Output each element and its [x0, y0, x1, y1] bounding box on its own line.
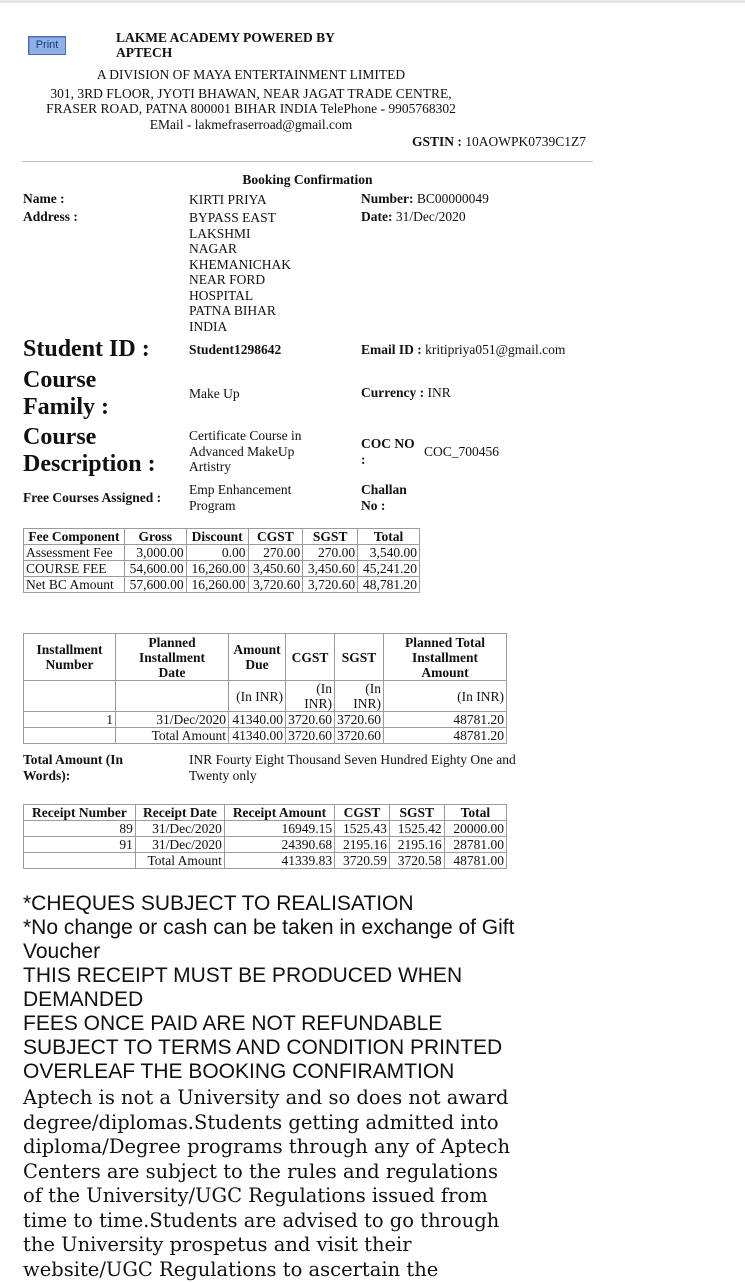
header-line: Date	[118, 665, 226, 680]
installment-header-number	[24, 634, 116, 681]
fee-cell: 45,241.20	[358, 561, 420, 577]
disclaimer-line: of the University/UGC Regulations issued from	[23, 1184, 543, 1209]
email-id-label: Email ID :	[361, 342, 422, 357]
receipt-table	[23, 804, 507, 869]
receipt-cell: 28781.00	[444, 837, 506, 853]
header-line: Planned Total	[386, 635, 504, 650]
disclaimer	[23, 1086, 543, 1282]
words-value-line: Twenty only	[189, 768, 516, 784]
fee-cell: 0.00	[186, 545, 248, 561]
receipt-cell: 31/Dec/2020	[135, 837, 224, 853]
free-courses-label: Free Courses Assigned :	[23, 490, 161, 506]
installment-table-header	[24, 634, 507, 681]
company-name	[116, 30, 356, 60]
gstin-value: 10AOWPK0739C1Z7	[465, 134, 586, 149]
booking-date-value: 31/Dec/2020	[396, 209, 466, 224]
fee-cell: 270.00	[303, 545, 358, 561]
student-id-label: Student ID :	[23, 336, 150, 363]
currency-label: Currency :	[361, 385, 424, 400]
table-row	[24, 577, 420, 593]
print-button[interactable]: Print	[28, 36, 66, 55]
fee-cell: 270.00	[248, 545, 303, 561]
fee-table	[23, 528, 420, 593]
receipt-cell: 91	[24, 837, 136, 853]
unit-cell	[286, 681, 335, 712]
table-row	[24, 681, 507, 712]
division-line: A DIVISION OF MAYA ENTERTAINMENT LIMITED	[20, 67, 482, 82]
email-id-value: kritipriya051@gmail.com	[425, 342, 565, 357]
unit-line: INR)	[337, 696, 381, 711]
words-label-line: Total Amount (In	[23, 752, 123, 768]
challan-no-label-line: Challan	[361, 482, 407, 498]
note-line: DEMANDED	[23, 988, 593, 1012]
receipt-table-header	[24, 805, 507, 821]
fee-cell: 3,720.60	[248, 577, 303, 593]
coc-no-label-line: :	[361, 452, 415, 468]
installment-cell: 3720.60	[286, 712, 335, 728]
note-line: *No change or cash can be taken in exchange of Gift	[23, 916, 593, 940]
receipt-header-cell: CGST	[335, 805, 390, 821]
note-line: THIS RECEIPT MUST BE PRODUCED WHEN	[23, 964, 593, 988]
fee-header-cell: Discount	[186, 529, 248, 545]
receipt-cell: 16949.15	[224, 821, 334, 837]
fee-cell: 16,260.00	[186, 561, 248, 577]
fee-cell: 3,000.00	[124, 545, 186, 561]
fee-header-cell: SGST	[303, 529, 358, 545]
table-row	[24, 837, 507, 853]
email-id	[361, 342, 565, 358]
free-courses-value	[189, 482, 291, 513]
currency	[361, 385, 451, 401]
disclaimer-line: time to time.Students are advised to go through	[23, 1209, 543, 1234]
header-line: Number	[26, 657, 113, 672]
receipt-total-label: Total Amount	[135, 853, 224, 869]
header-line: Installment	[386, 650, 504, 665]
receipt-header-cell: Total	[444, 805, 506, 821]
disclaimer-line: Centers are subject to the rules and regulations	[23, 1160, 543, 1185]
header-line: Installment	[118, 650, 226, 665]
fee-cell: COURSE FEE	[24, 561, 125, 577]
installment-total-label: Total Amount	[116, 728, 229, 744]
table-row	[24, 561, 420, 577]
course-description-line: Advanced MakeUp	[189, 444, 301, 460]
disclaimer-line: website/UGC Regulations to ascertain the	[23, 1258, 543, 1282]
unit-cell	[24, 681, 116, 712]
booking-title: Booking Confirmation	[22, 172, 593, 188]
course-family-label	[23, 367, 109, 421]
table-row	[24, 728, 507, 744]
receipt-cell: 1525.43	[335, 821, 390, 837]
note-line: SUBJECT TO TERMS AND CONDITION PRINTED	[23, 1036, 593, 1060]
fee-cell: 3,540.00	[358, 545, 420, 561]
installment-cell: 1	[24, 712, 116, 728]
words-value-line: INR Fourty Eight Thousand Seven Hundred Eighty One and	[189, 752, 516, 768]
note-line: Voucher	[23, 940, 593, 964]
course-description-label	[23, 424, 156, 478]
fee-cell: 3,720.60	[303, 577, 358, 593]
unit-cell	[116, 681, 229, 712]
receipt-cell: 3720.59	[335, 853, 390, 869]
course-description-value	[189, 428, 301, 475]
unit-cell	[335, 681, 384, 712]
course-family-value: Make Up	[189, 386, 240, 402]
course-family-label-line: Course	[23, 367, 109, 394]
table-row	[24, 821, 507, 837]
address-value-line: HOSPITAL	[189, 288, 291, 304]
fee-cell: Net BC Amount	[24, 577, 125, 593]
receipt-header-cell: Receipt Number	[24, 805, 136, 821]
installment-cell: 3720.60	[335, 712, 384, 728]
receipt-cell: 41339.83	[224, 853, 334, 869]
course-description-label-line: Description :	[23, 451, 156, 478]
receipt-cell: 2195.16	[389, 837, 444, 853]
address-value-line: PATNA BIHAR	[189, 303, 291, 319]
fee-cell: 54,600.00	[124, 561, 186, 577]
address-value-line: KHEMANICHAK	[189, 257, 291, 273]
receipt-cell: 48781.00	[444, 853, 506, 869]
note-line: FEES ONCE PAID ARE NOT REFUNDABLE	[23, 1012, 593, 1036]
fee-cell: 3,450.60	[248, 561, 303, 577]
receipt-cell: 1525.42	[389, 821, 444, 837]
booking-number-label: Number:	[361, 191, 414, 206]
address-value-line: NAGAR	[189, 241, 291, 257]
installment-cell: 41340.00	[229, 712, 286, 728]
fee-header-cell: Total	[358, 529, 420, 545]
course-description-label-line: Course	[23, 424, 156, 451]
challan-no-label-line: No :	[361, 498, 407, 514]
note-line: *CHEQUES SUBJECT TO REALISATION	[23, 892, 593, 916]
receipt-header-cell: Receipt Date	[135, 805, 224, 821]
address-value-line: INDIA	[189, 319, 291, 335]
receipt-cell: 2195.16	[335, 837, 390, 853]
fee-cell: 48,781.20	[358, 577, 420, 593]
header-line: Amount	[386, 665, 504, 680]
words-label	[23, 752, 123, 784]
unit-cell: (In INR)	[229, 681, 286, 712]
address-value-line: LAKSHMI	[189, 226, 291, 242]
company-name-line2: APTECH	[116, 45, 356, 60]
header-line: Installment	[26, 642, 113, 657]
address-value-line: NEAR FORD	[189, 272, 291, 288]
unit-cell: (In INR)	[384, 681, 507, 712]
course-description-line: Artistry	[189, 459, 301, 475]
challan-no-label	[361, 482, 407, 514]
installment-cell: 48781.20	[384, 712, 507, 728]
fee-cell: 57,600.00	[124, 577, 186, 593]
address-value-line: BYPASS EAST	[189, 210, 291, 226]
note-line: OVERLEAF THE BOOKING CONFIRAMTION	[23, 1060, 593, 1084]
fee-header-cell: Fee Component	[24, 529, 125, 545]
address-label: Address :	[23, 209, 78, 225]
header-line: Planned	[118, 635, 226, 650]
installment-header-due	[229, 634, 286, 681]
disclaimer-line: diploma/Degree programs through any of Aptech	[23, 1135, 543, 1160]
email-line: EMail - lakmefraserroad@gmail.com	[20, 117, 482, 132]
table-row	[24, 712, 507, 728]
course-description-line: Certificate Course in	[189, 428, 301, 444]
coc-no-value: COC_700456	[424, 444, 499, 460]
header-line: Amount	[231, 642, 283, 657]
name-label: Name :	[23, 191, 65, 207]
terms-notes	[23, 892, 593, 1084]
installment-header-cgst: CGST	[286, 634, 335, 681]
booking-date-label: Date:	[361, 209, 392, 224]
receipt-cell: 20000.00	[444, 821, 506, 837]
words-label-line: Words):	[23, 768, 123, 784]
fee-table-header	[24, 529, 420, 545]
installment-table	[23, 633, 507, 744]
fee-cell: 16,260.00	[186, 577, 248, 593]
installment-header-total	[384, 634, 507, 681]
installment-cell: 3720.60	[335, 728, 384, 744]
student-id-value: Student1298642	[189, 342, 281, 358]
unit-line: INR)	[288, 696, 332, 711]
free-courses-line: Emp Enhancement	[189, 482, 291, 498]
company-name-line1: LAKME ACADEMY POWERED BY	[116, 30, 356, 45]
installment-header-date	[116, 634, 229, 681]
disclaimer-line: the University prospetus and visit their	[23, 1233, 543, 1258]
installment-cell: 48781.20	[384, 728, 507, 744]
disclaimer-line: degree/diplomas.Students getting admitted into	[23, 1111, 543, 1136]
receipt-header-cell: Receipt Amount	[224, 805, 334, 821]
address-line-2: FRASER ROAD, PATNA 800001 BIHAR INDIA TelePhone - 9905768302	[20, 101, 482, 116]
currency-value: INR	[428, 385, 451, 400]
table-row	[24, 545, 420, 561]
coc-no-label-line: COC NO	[361, 436, 415, 452]
free-courses-line: Program	[189, 498, 291, 514]
installment-cell: 31/Dec/2020	[116, 712, 229, 728]
unit-line: (In	[337, 681, 381, 696]
installment-cell	[24, 728, 116, 744]
receipt-cell: 31/Dec/2020	[135, 821, 224, 837]
fee-cell: 3,450.60	[303, 561, 358, 577]
words-value	[189, 752, 516, 784]
coc-no-label	[361, 436, 415, 468]
fee-header-cell: CGST	[248, 529, 303, 545]
installment-header-sgst: SGST	[335, 634, 384, 681]
booking-number-value: BC00000049	[417, 191, 489, 206]
receipt-cell: 3720.58	[389, 853, 444, 869]
booking-date	[361, 209, 466, 225]
fee-cell: Assessment Fee	[24, 545, 125, 561]
installment-cell: 3720.60	[286, 728, 335, 744]
unit-line: (In	[288, 681, 332, 696]
course-family-label-line: Family :	[23, 394, 109, 421]
name-value: KIRTI PRIYA	[189, 192, 267, 208]
receipt-cell: 24390.68	[224, 837, 334, 853]
header-divider	[22, 161, 593, 162]
gstin	[412, 134, 586, 150]
address-line-1: 301, 3RD FLOOR, JYOTI BHAWAN, NEAR JAGAT TRADE CENTRE,	[20, 86, 482, 101]
header-line: Due	[231, 657, 283, 672]
booking-number	[361, 191, 489, 207]
address-value	[189, 210, 291, 334]
disclaimer-line: Aptech is not a University and so does not award	[23, 1086, 543, 1111]
fee-header-cell: Gross	[124, 529, 186, 545]
gstin-label: GSTIN :	[412, 134, 462, 149]
receipt-header-cell: SGST	[389, 805, 444, 821]
receipt-cell	[24, 853, 136, 869]
installment-cell: 41340.00	[229, 728, 286, 744]
receipt-cell: 89	[24, 821, 136, 837]
table-row	[24, 853, 507, 869]
